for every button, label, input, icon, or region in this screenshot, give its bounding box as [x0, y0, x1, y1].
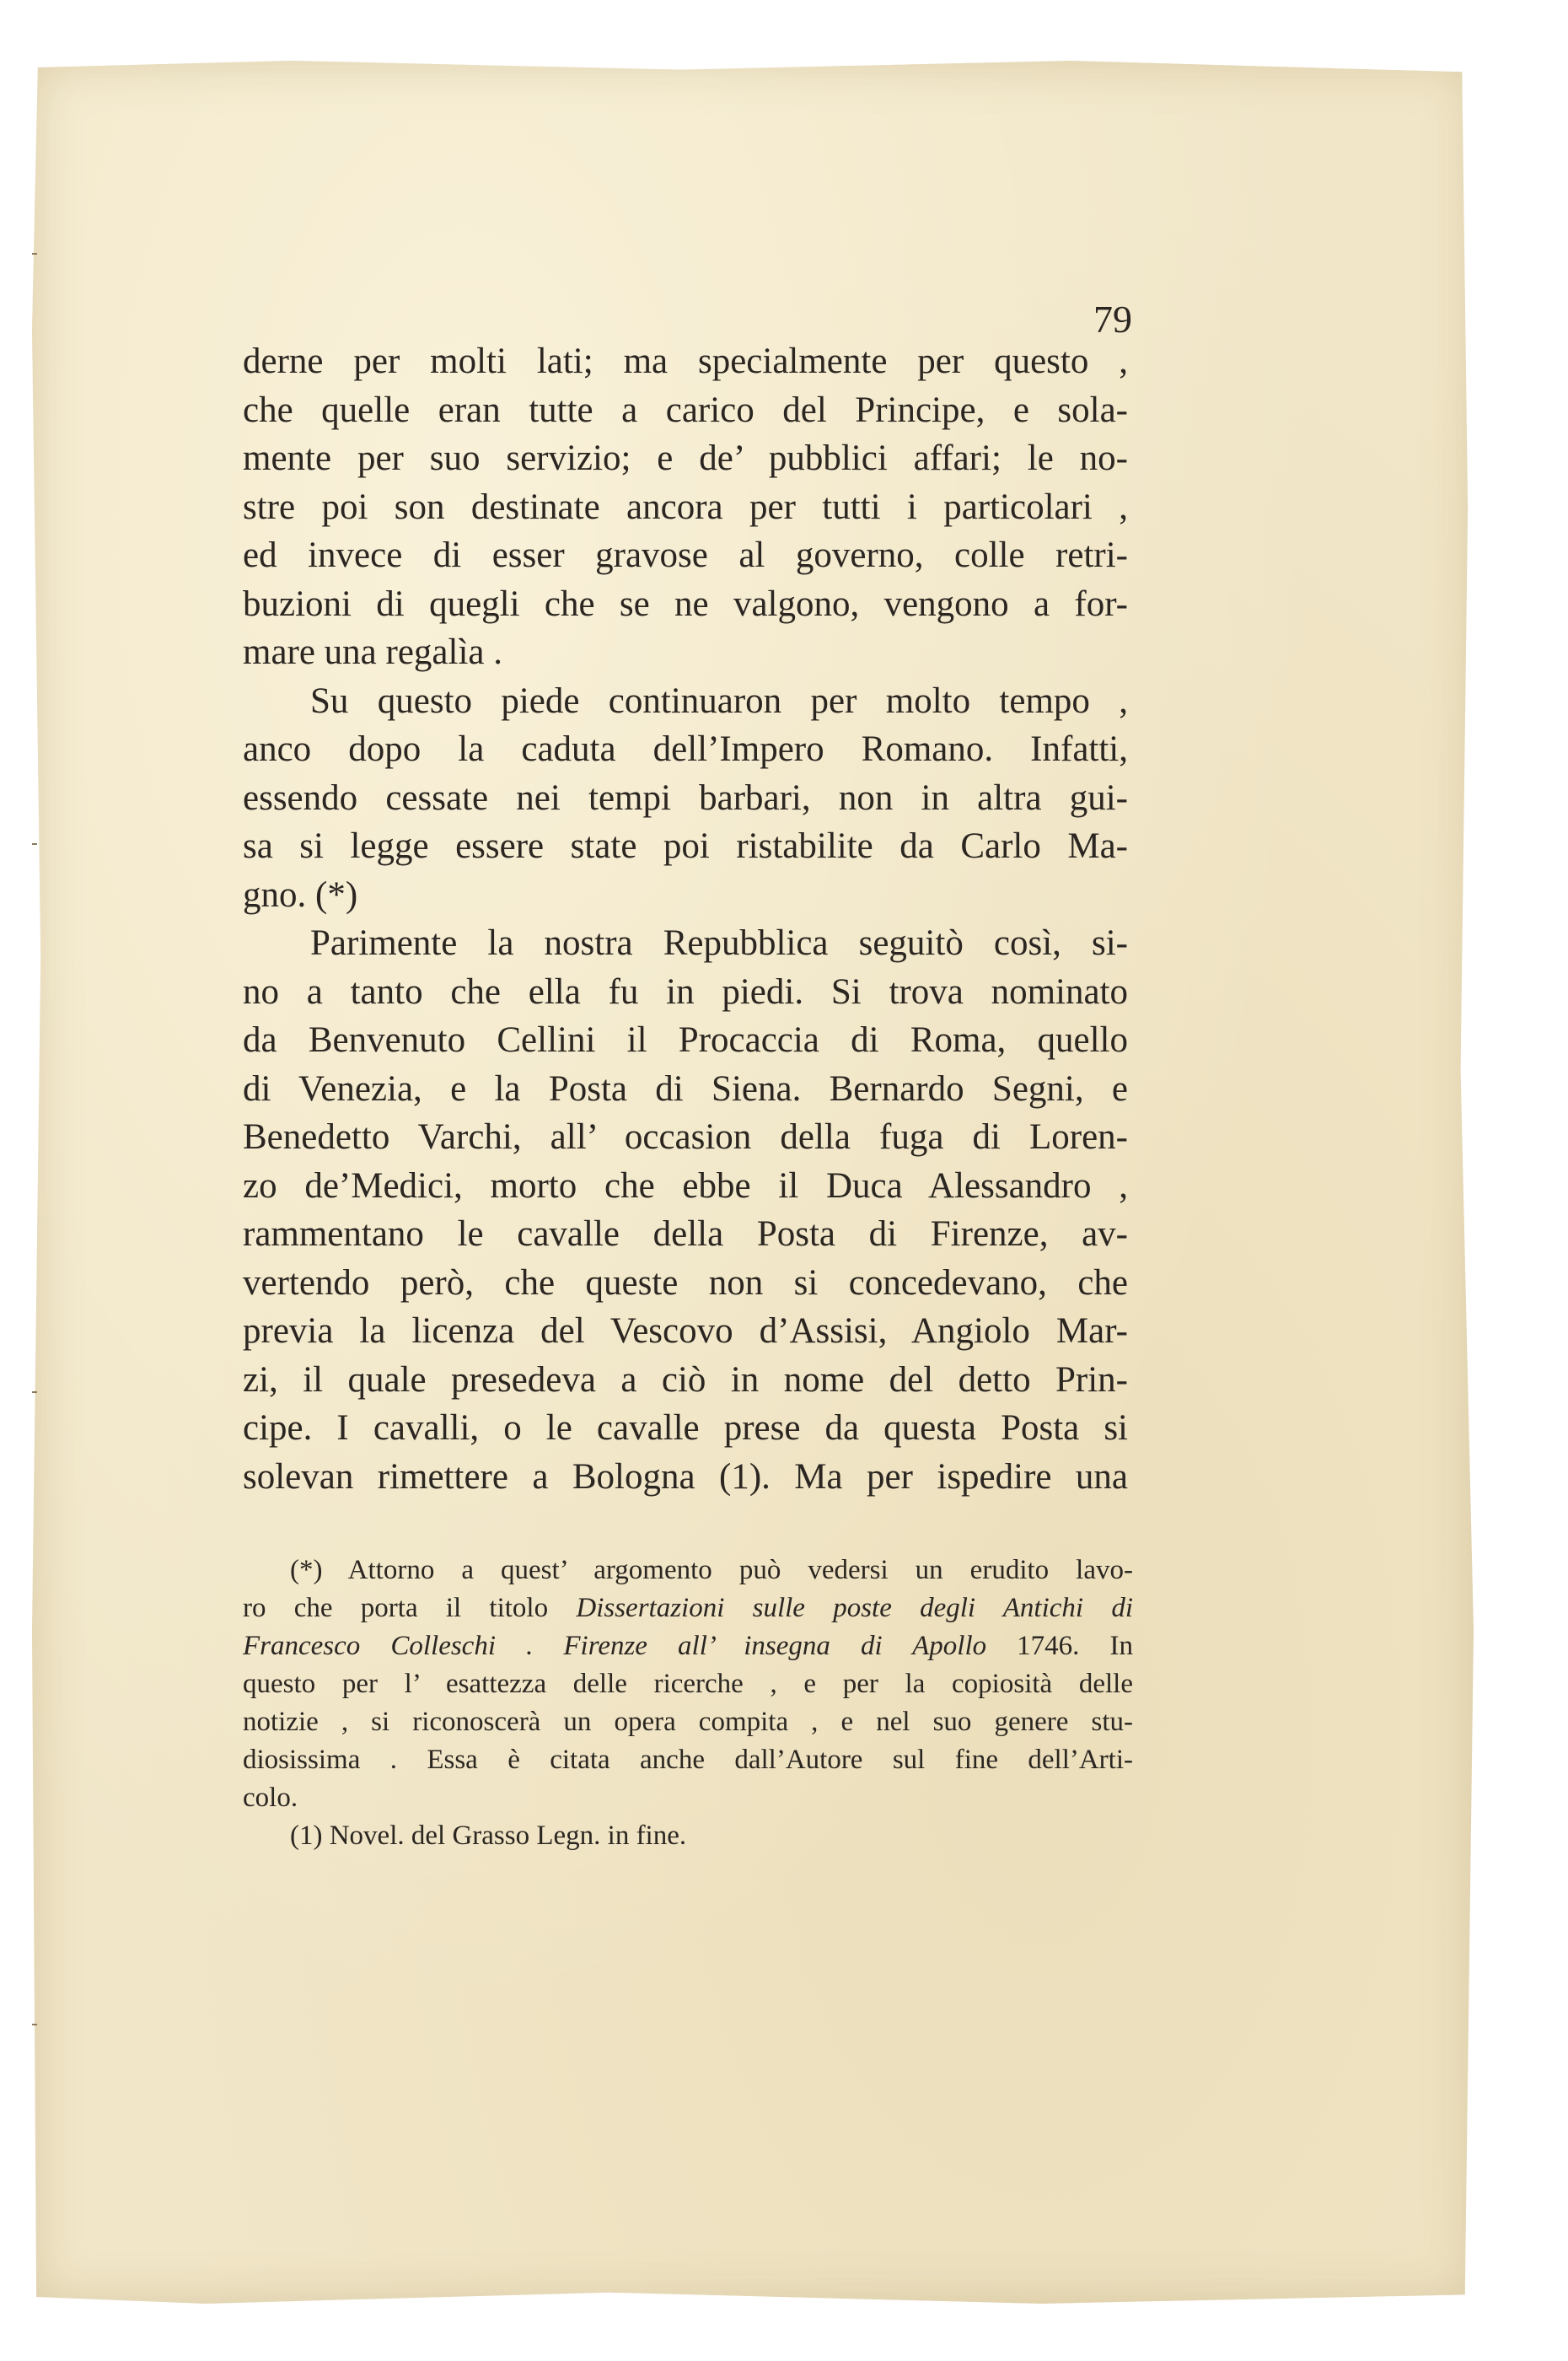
footnote-line	[243, 1589, 1133, 1627]
text-line: gno. (*)	[243, 874, 358, 915]
text-line: derne per molti lati; ma specialmente per questo ,	[243, 342, 1128, 381]
text-line: Benedetto Varchi, all’ occasion della fuga di Loren-	[243, 1117, 1128, 1157]
paragraph	[243, 677, 1128, 920]
text-line: sa si legge essere state poi ristabilite da Carlo Ma-	[243, 826, 1128, 866]
text-line: solevan rimettere a Bologna (1). Ma per ispedire una	[243, 1456, 1128, 1497]
binding-stitch	[32, 2024, 37, 2025]
text-line: rammentano le cavalle della Posta di Firenze, av-	[243, 1214, 1128, 1254]
paragraph	[243, 337, 1128, 677]
body-text	[243, 337, 1128, 1501]
binding-stitch	[32, 843, 37, 845]
text-line: zi, il quale presedeva a ciò in nome del detto Prin-	[243, 1359, 1128, 1400]
binding-stitch	[32, 1391, 37, 1393]
book-title: Dissertazioni sulle poste degli Antichi di	[576, 1593, 1133, 1623]
text-line: zo de’Medici, morto che ebbe il Duca Alessandro ,	[243, 1165, 1128, 1206]
page-number: 79	[1093, 298, 1132, 341]
footnote-line	[243, 1627, 1133, 1665]
text-line: cipe. I cavalli, o le cavalle prese da questa Posta si	[243, 1408, 1128, 1448]
text-line: no a tanto che ella fu in piedi. Si trova nominato	[243, 971, 1128, 1012]
binding-stitch	[32, 253, 37, 255]
text-line: Su questo piede continuaron per molto tempo ,	[310, 680, 1128, 721]
text-line: mente per suo servizio; e de’ pubblici affari; le no-	[243, 438, 1128, 478]
text-line: mare una regalìa .	[243, 632, 502, 672]
footnote-line: diosissima . Essa è citata anche dall’Autore sul fine dell’Arti-	[243, 1745, 1133, 1775]
text-line: vertendo però, che queste non si concedevano, che	[243, 1262, 1128, 1303]
footnote-line: (*) Attorno a quest’ argomento può vedersi un erudito lavo-	[290, 1555, 1133, 1585]
footnote-text: 1746. In	[986, 1631, 1133, 1661]
text-line: stre poi son destinate ancora per tutti i particolari ,	[243, 487, 1128, 527]
book-title: Francesco Colleschi . Firenze all’ insegna di Apollo	[243, 1631, 987, 1661]
text-line: anco dopo la caduta dell’Impero Romano. Infatti,	[243, 729, 1128, 769]
paragraph	[243, 919, 1128, 1501]
footnote-star	[243, 1552, 1133, 1817]
footnotes	[243, 1552, 1133, 1855]
footnote-line: colo.	[243, 1783, 298, 1813]
text-line: di Venezia, e la Posta di Siena. Bernardo Segni, e	[243, 1068, 1128, 1109]
text-line: ed invece di esser gravose al governo, colle retri-	[243, 535, 1128, 575]
text-line: essendo cessate nei tempi barbari, non in altra gui-	[243, 777, 1128, 818]
footnote-one	[243, 1817, 1133, 1855]
footnote-line: notizie , si riconoscerà un opera compita , e nel suo genere stu-	[243, 1707, 1133, 1737]
text-line: da Benvenuto Cellini il Procaccia di Roma, quello	[243, 1020, 1128, 1060]
footnote-line: (1) Novel. del Grasso Legn. in fine.	[290, 1820, 687, 1851]
footnote-line: questo per l’ esattezza delle ricerche , e per la copiosità delle	[243, 1669, 1133, 1699]
text-line: buzioni di quegli che se ne valgono, vengono a for-	[243, 584, 1128, 624]
text-line: previa la licenza del Vescovo d’Assisi, Angiolo Mar-	[243, 1311, 1128, 1351]
text-line: che quelle eran tutte a carico del Principe, e sola-	[243, 390, 1128, 430]
footnote-text: ro che porta il titolo	[243, 1593, 577, 1623]
text-line: Parimente la nostra Repubblica seguitò così, si-	[310, 923, 1128, 963]
